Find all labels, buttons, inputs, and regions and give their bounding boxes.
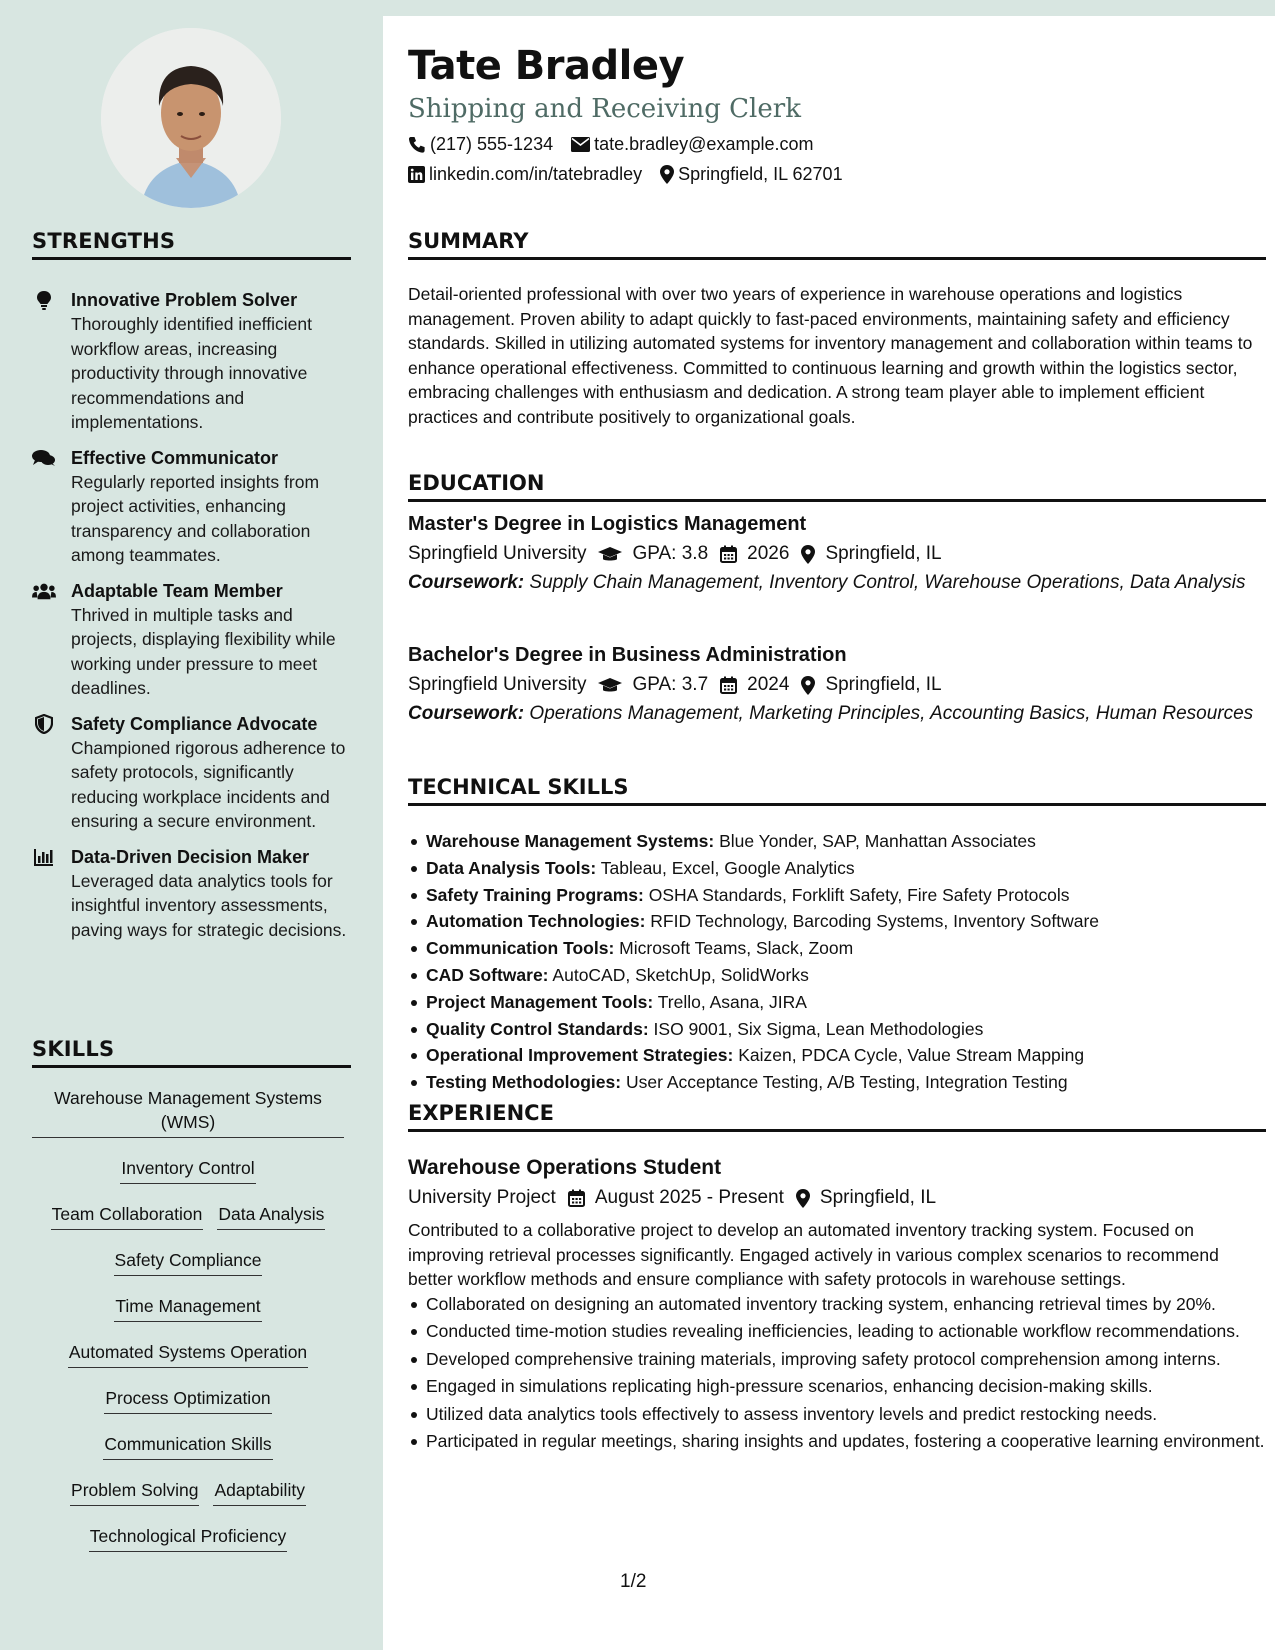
bar-chart-icon — [32, 847, 56, 867]
list-item: Collaborated on designing an automated inventory tracking system, enhancing retrieval times by 20%. — [408, 1292, 1266, 1317]
tech-label: Automation Technologies: — [426, 911, 646, 932]
phone-contact — [408, 134, 553, 155]
edu-location-text: Springfield, IL — [825, 674, 942, 695]
comments-icon — [32, 448, 56, 468]
summary-text: Detail-oriented professional with over two years of experience in warehouse operations and logistics management. Proven ability to adapt quickly to fast-paced environments, maintaining safety and efficiency standards. Skilled in utilizing automated systems for inventory management and collaboration within teams to enhance operational effectiveness. Committed to continuous learning and growth within the logistics sector, embracing challenges with enthusiasm and dedication. A strong team player able to implement efficient practices and contribute positively to organizational goals. — [408, 284, 1253, 427]
tech-label: Project Management Tools: — [426, 991, 654, 1012]
email-contact[interactable] — [571, 134, 813, 155]
skill-tag: Process Optimization — [104, 1386, 271, 1414]
avatar — [101, 28, 281, 208]
tech-label: Communication Tools: — [426, 938, 615, 959]
coursework — [408, 702, 1266, 727]
tech-value: Kaizen, PDCA Cycle, Value Stream Mapping — [738, 1045, 1085, 1066]
dates-item — [568, 1184, 784, 1212]
year-item — [720, 540, 789, 568]
skill-tag: Adaptability — [213, 1478, 305, 1506]
email-text[interactable]: tate.bradley@example.com — [594, 134, 814, 154]
role-title: Warehouse Operations Student — [408, 1156, 722, 1179]
skill-tag: Warehouse Management Systems (WMS) — [32, 1086, 344, 1138]
contact-row-1 — [408, 134, 831, 155]
map-pin-icon — [801, 676, 815, 695]
sidebar — [0, 0, 383, 1650]
envelope-icon — [571, 137, 590, 152]
school-name: Springfield University — [408, 543, 587, 564]
linkedin-contact[interactable] — [408, 164, 642, 185]
shield-icon — [32, 714, 56, 734]
candidate-name: Tate Bradley — [408, 43, 685, 89]
list-item — [408, 1016, 1266, 1043]
education-meta — [408, 540, 1266, 568]
strength-item — [32, 712, 352, 834]
skill-tag: Time Management — [114, 1294, 261, 1322]
education-meta — [408, 671, 1266, 699]
list-item — [408, 989, 1266, 1016]
skills-list — [32, 1086, 344, 1570]
experience-meta — [408, 1184, 1266, 1212]
contact-row-2 — [408, 164, 861, 185]
tech-label: Operational Improvement Strategies: — [426, 1045, 734, 1066]
users-icon — [32, 581, 56, 601]
org-name: University Project — [408, 1187, 556, 1208]
calendar-icon — [720, 545, 737, 563]
skill-tag: Safety Compliance — [114, 1248, 263, 1276]
job-title: Shipping and Receiving Clerk — [408, 94, 801, 124]
linkedin-text[interactable]: linkedin.com/in/tatebradley — [429, 164, 643, 184]
skill-tag: Technological Proficiency — [89, 1524, 288, 1552]
list-item — [408, 828, 1266, 855]
graduation-cap-icon — [598, 677, 622, 694]
gpa-text: GPA: 3.8 — [632, 543, 709, 564]
strength-title: Safety Compliance Advocate — [71, 713, 318, 734]
gpa-text: GPA: 3.7 — [632, 674, 709, 695]
tech-value: Blue Yonder, SAP, Manhattan Associates — [719, 831, 1036, 851]
year-item — [720, 671, 789, 699]
skills-heading: SKILLS — [32, 1037, 351, 1068]
year-text: 2024 — [747, 674, 790, 695]
calendar-icon — [568, 1189, 585, 1207]
map-pin-icon — [660, 165, 674, 184]
strength-item — [32, 288, 352, 435]
list-item — [408, 1042, 1266, 1069]
phone-icon — [408, 136, 426, 154]
summary-heading: SUMMARY — [408, 229, 1266, 260]
strength-desc: Leveraged data analytics tools for insightful inventory assessments, paving ways for strategic decisions. — [71, 870, 347, 940]
coursework-text: Supply Chain Management, Inventory Control, Warehouse Operations, Data Analysis — [529, 572, 1246, 593]
education-entry — [408, 641, 1266, 727]
gpa-item — [598, 671, 708, 699]
list-item — [408, 962, 1266, 989]
tech-label: CAD Software: — [426, 964, 549, 985]
strength-title: Data-Driven Decision Maker — [71, 846, 310, 867]
strengths-list — [32, 288, 352, 953]
skill-tag: Inventory Control — [120, 1156, 255, 1184]
edu-location-item — [801, 540, 941, 568]
tech-label: Warehouse Management Systems: — [426, 831, 715, 851]
location-contact — [660, 164, 842, 185]
strength-item — [32, 446, 352, 568]
tech-value: RFID Technology, Barcoding Systems, Inventory Software — [650, 911, 1100, 932]
page-number: 1/2 — [620, 1571, 647, 1592]
degree-title: Master's Degree in Logistics Management — [408, 513, 807, 535]
lightbulb-icon — [32, 290, 56, 310]
tech-label: Safety Training Programs: — [426, 884, 644, 905]
list-item — [408, 882, 1266, 909]
tech-value: ISO 9001, Six Sigma, Lean Methodologies — [653, 1018, 984, 1039]
list-item — [408, 855, 1266, 882]
tech-label: Quality Control Standards: — [426, 1018, 649, 1039]
list-item: Utilized data analytics tools effectively to assess inventory levels and predict restocking needs. — [408, 1402, 1266, 1427]
exp-location-item — [796, 1184, 936, 1212]
list-item — [408, 935, 1266, 962]
list-item: Conducted time-motion studies revealing inefficiencies, leading to actionable workflow recommendations. — [408, 1319, 1266, 1344]
dates-text: August 2025 - Present — [594, 1187, 784, 1208]
exp-location-text: Springfield, IL — [819, 1187, 937, 1208]
strength-desc: Regularly reported insights from project activities, enhancing transparency and collaboration among teammates. — [71, 471, 320, 565]
coursework-text: Operations Management, Marketing Principles, Accounting Basics, Human Resources — [529, 703, 1254, 724]
coursework-label: Coursework: — [408, 572, 525, 593]
coursework-label: Coursework: — [408, 703, 525, 724]
technical-skills-list — [408, 828, 1266, 1096]
strength-desc: Championed rigorous adherence to safety protocols, significantly reducing workplace incidents and ensuring a secure environment. — [71, 737, 346, 831]
skill-tag: Communication Skills — [103, 1432, 272, 1460]
experience-entry — [408, 1154, 1266, 1457]
edu-location-text: Springfield, IL — [825, 543, 942, 564]
strength-title: Effective Communicator — [71, 447, 279, 468]
list-item: Participated in regular meetings, sharing insights and updates, fostering a cooperative learning environment. — [408, 1429, 1266, 1454]
linkedin-icon — [408, 166, 425, 183]
strength-title: Innovative Problem Solver — [71, 290, 298, 310]
tech-label: Data Analysis Tools: — [426, 857, 597, 878]
skill-tag: Team Collaboration — [51, 1202, 204, 1230]
degree-title: Bachelor's Degree in Business Administration — [408, 644, 847, 666]
phone-text: (217) 555-1234 — [430, 134, 554, 154]
graduation-cap-icon — [598, 546, 622, 563]
edu-location-item — [801, 671, 941, 699]
technical-skills-heading: TECHNICAL SKILLS — [408, 775, 1266, 806]
list-item: Engaged in simulations replicating high-pressure scenarios, enhancing decision-making skills. — [408, 1374, 1266, 1399]
strength-title: Adaptable Team Member — [71, 580, 283, 601]
tech-label: Testing Methodologies: — [426, 1072, 622, 1093]
experience-desc: Contributed to a collaborative project to develop an automated inventory tracking system. Focused on improving retrieval processes significantly. Engaged actively in various complex scenarios to recommend better workflow methods and ensure compliance with safety protocols in warehouse settings. — [408, 1220, 1219, 1289]
education-heading: EDUCATION — [408, 471, 1266, 502]
coursework — [408, 571, 1266, 596]
tech-value: Microsoft Teams, Slack, Zoom — [619, 938, 854, 959]
year-text: 2026 — [747, 543, 790, 564]
tech-value: Tableau, Excel, Google Analytics — [600, 857, 855, 878]
tech-value: OSHA Standards, Forklift Safety, Fire Safety Protocols — [648, 884, 1070, 905]
strength-desc: Thrived in multiple tasks and projects, displaying flexibility while working under pressure to meet deadlines. — [71, 604, 336, 698]
skill-tag: Automated Systems Operation — [68, 1340, 308, 1368]
calendar-icon — [720, 676, 737, 694]
map-pin-icon — [796, 1189, 810, 1208]
list-item: Developed comprehensive training materials, improving safety protocol comprehension among interns. — [408, 1347, 1266, 1372]
experience-bullets — [408, 1292, 1266, 1454]
experience-heading: EXPERIENCE — [408, 1101, 1266, 1132]
skill-tag: Problem Solving — [70, 1478, 199, 1506]
strength-desc: Thoroughly identified inefficient workflow areas, increasing productivity through innovative recommendations and implementations. — [71, 314, 312, 432]
strengths-heading: STRENGTHS — [32, 229, 351, 260]
location-text: Springfield, IL 62701 — [678, 164, 843, 184]
map-pin-icon — [801, 545, 815, 564]
gpa-item — [598, 540, 708, 568]
education-entry — [408, 510, 1266, 596]
list-item — [408, 908, 1266, 935]
skill-tag: Data Analysis — [217, 1202, 325, 1230]
main-content — [383, 16, 1275, 1650]
school-name: Springfield University — [408, 674, 587, 695]
tech-value: User Acceptance Testing, A/B Testing, Integration Testing — [625, 1072, 1068, 1093]
list-item — [408, 1069, 1266, 1096]
strength-item — [32, 579, 352, 701]
tech-value: Trello, Asana, JIRA — [657, 991, 807, 1012]
strength-item — [32, 845, 352, 943]
tech-value: AutoCAD, SketchUp, SolidWorks — [552, 964, 809, 985]
